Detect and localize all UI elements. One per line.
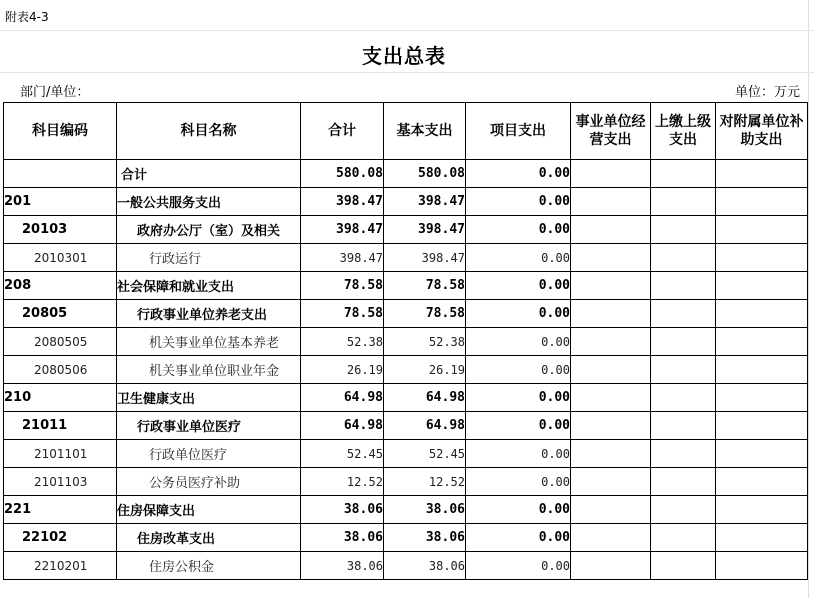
cell-remit-upper[interactable] [651,216,716,244]
cell-project[interactable]: 0.00 [466,216,571,244]
cell-name[interactable]: 住房改革支出 [117,524,301,552]
cell-remit-upper[interactable] [651,440,716,468]
cell-basic[interactable]: 398.47 [384,244,466,272]
cell-code[interactable]: 2010301 [4,244,117,272]
table-body [4,160,808,580]
cell-total[interactable]: 580.08 [301,160,384,188]
cell-subsidy-affiliate[interactable] [716,160,808,188]
cell-basic[interactable]: 398.47 [384,188,466,216]
table-row [4,328,808,356]
cell-total[interactable]: 26.19 [301,356,384,384]
cell-code[interactable]: 22102 [4,524,117,552]
cell-remit-upper[interactable] [651,244,716,272]
cell-total[interactable]: 52.45 [301,440,384,468]
department-label: 部门/单位： [20,85,90,100]
table-row [4,244,808,272]
cell-project[interactable]: 0.00 [466,552,571,580]
cell-name[interactable]: 行政单位医疗 [117,440,301,468]
cell-subsidy-affiliate[interactable] [716,300,808,328]
cell-remit-upper[interactable] [651,272,716,300]
cell-subsidy-affiliate[interactable] [716,440,808,468]
cell-basic[interactable]: 52.38 [384,328,466,356]
cell-name[interactable]: 公务员医疗补助 [117,468,301,496]
cell-project[interactable]: 0.00 [466,356,571,384]
cell-total[interactable]: 12.52 [301,468,384,496]
cell-remit-upper[interactable] [651,468,716,496]
cell-basic[interactable]: 580.08 [384,160,466,188]
cell-code[interactable]: 21011 [4,412,117,440]
table-row [4,384,808,412]
cell-code[interactable]: 221 [4,496,117,524]
table-row [4,524,808,552]
cell-total[interactable]: 38.06 [301,496,384,524]
appendix-label: 附表4-3 [5,10,49,24]
table-header-row [4,103,808,160]
cell-remit-upper[interactable] [651,188,716,216]
page-title: 支出总表 [362,44,446,68]
cell-subsidy-affiliate[interactable] [716,384,808,412]
cell-basic[interactable]: 78.58 [384,300,466,328]
table-row [4,300,808,328]
grid-line [0,30,814,31]
cell-business[interactable] [571,244,651,272]
cell-remit-upper[interactable] [651,524,716,552]
cell-business[interactable] [571,524,651,552]
cell-total[interactable]: 78.58 [301,272,384,300]
cell-subsidy-affiliate[interactable] [716,524,808,552]
cell-remit-upper[interactable] [651,328,716,356]
cell-subsidy-affiliate[interactable] [716,216,808,244]
table-row [4,440,808,468]
header-code[interactable]: 科目编码 [4,103,117,160]
cell-name[interactable]: 一般公共服务支出 [117,188,301,216]
cell-business[interactable] [571,384,651,412]
cell-project[interactable]: 0.00 [466,384,571,412]
cell-business[interactable] [571,468,651,496]
table-row [4,412,808,440]
cell-total[interactable]: 64.98 [301,384,384,412]
header-subsidy-affiliate[interactable]: 对附属单位补助支出 [716,103,808,160]
cell-total[interactable]: 38.06 [301,524,384,552]
cell-subsidy-affiliate[interactable] [716,328,808,356]
cell-subsidy-affiliate[interactable] [716,356,808,384]
unit-label: 单位：万元 [734,85,800,100]
grid-line [808,0,809,598]
header-total[interactable]: 合计 [301,103,384,160]
cell-project[interactable]: 0.00 [466,328,571,356]
cell-name[interactable]: 行政事业单位医疗 [117,412,301,440]
cell-project[interactable]: 0.00 [466,440,571,468]
cell-name[interactable]: 行政运行 [117,244,301,272]
cell-business[interactable] [571,356,651,384]
header-project[interactable]: 项目支出 [466,103,571,160]
cell-code[interactable]: 210 [4,384,117,412]
cell-code[interactable]: 2101101 [4,440,117,468]
cell-subsidy-affiliate[interactable] [716,244,808,272]
cell-subsidy-affiliate[interactable] [716,188,808,216]
cell-business[interactable] [571,552,651,580]
table-row [4,272,808,300]
cell-code[interactable]: 208 [4,272,117,300]
cell-total[interactable]: 64.98 [301,412,384,440]
cell-code[interactable] [4,160,117,188]
cell-project[interactable]: 0.00 [466,524,571,552]
cell-name[interactable]: 住房保障支出 [117,496,301,524]
cell-code[interactable]: 2080505 [4,328,117,356]
cell-business[interactable] [571,328,651,356]
cell-code[interactable]: 2210201 [4,552,117,580]
cell-subsidy-affiliate[interactable] [716,552,808,580]
cell-basic[interactable]: 52.45 [384,440,466,468]
cell-code[interactable]: 2101103 [4,468,117,496]
cell-subsidy-affiliate[interactable] [716,496,808,524]
cell-basic[interactable]: 398.47 [384,216,466,244]
table-row [4,356,808,384]
cell-business[interactable] [571,188,651,216]
cell-basic[interactable]: 38.06 [384,496,466,524]
cell-remit-upper[interactable] [651,412,716,440]
cell-name[interactable]: 行政事业单位养老支出 [117,300,301,328]
cell-remit-upper[interactable] [651,160,716,188]
table-row [4,468,808,496]
cell-project[interactable]: 0.00 [466,244,571,272]
cell-subsidy-affiliate[interactable] [716,468,808,496]
cell-code[interactable]: 2080506 [4,356,117,384]
cell-total[interactable]: 398.47 [301,244,384,272]
cell-project[interactable]: 0.00 [466,160,571,188]
cell-name[interactable]: 合计 [117,160,301,188]
cell-subsidy-affiliate[interactable] [716,272,808,300]
header-remit-upper[interactable]: 上缴上级支出 [651,103,716,160]
cell-business[interactable] [571,412,651,440]
cell-basic[interactable]: 78.58 [384,272,466,300]
cell-project[interactable]: 0.00 [466,496,571,524]
cell-business[interactable] [571,496,651,524]
cell-project[interactable]: 0.00 [466,468,571,496]
cell-remit-upper[interactable] [651,300,716,328]
cell-name[interactable]: 卫生健康支出 [117,384,301,412]
cell-business[interactable] [571,440,651,468]
cell-remit-upper[interactable] [651,552,716,580]
cell-project[interactable]: 0.00 [466,272,571,300]
table-row [4,216,808,244]
cell-code[interactable]: 20805 [4,300,117,328]
header-business[interactable]: 事业单位经营支出 [571,103,651,160]
grid-line [0,72,814,73]
cell-name[interactable]: 政府办公厅（室）及相关 [117,216,301,244]
cell-business[interactable] [571,216,651,244]
cell-project[interactable]: 0.00 [466,412,571,440]
cell-project[interactable]: 0.00 [466,188,571,216]
table-row [4,160,808,188]
table-row [4,188,808,216]
table-row [4,496,808,524]
cell-subsidy-affiliate[interactable] [716,412,808,440]
cell-name[interactable]: 机关事业单位基本养老 [117,328,301,356]
cell-business[interactable] [571,160,651,188]
expenditure-table [3,102,808,580]
cell-remit-upper[interactable] [651,384,716,412]
cell-business[interactable] [571,300,651,328]
cell-total[interactable]: 38.06 [301,552,384,580]
cell-total[interactable]: 398.47 [301,188,384,216]
header-basic[interactable]: 基本支出 [384,103,466,160]
cell-basic[interactable]: 26.19 [384,356,466,384]
cell-total[interactable]: 52.38 [301,328,384,356]
header-name[interactable]: 科目名称 [117,103,301,160]
cell-code[interactable]: 20103 [4,216,117,244]
table-row [4,552,808,580]
cell-code[interactable]: 201 [4,188,117,216]
cell-name[interactable]: 社会保障和就业支出 [117,272,301,300]
cell-business[interactable] [571,272,651,300]
cell-basic[interactable]: 38.06 [384,524,466,552]
cell-basic[interactable]: 38.06 [384,552,466,580]
cell-remit-upper[interactable] [651,356,716,384]
cell-basic[interactable]: 64.98 [384,384,466,412]
cell-total[interactable]: 398.47 [301,216,384,244]
cell-remit-upper[interactable] [651,496,716,524]
cell-project[interactable]: 0.00 [466,300,571,328]
cell-name[interactable]: 住房公积金 [117,552,301,580]
cell-total[interactable]: 78.58 [301,300,384,328]
cell-name[interactable]: 机关事业单位职业年金 [117,356,301,384]
cell-basic[interactable]: 12.52 [384,468,466,496]
cell-basic[interactable]: 64.98 [384,412,466,440]
